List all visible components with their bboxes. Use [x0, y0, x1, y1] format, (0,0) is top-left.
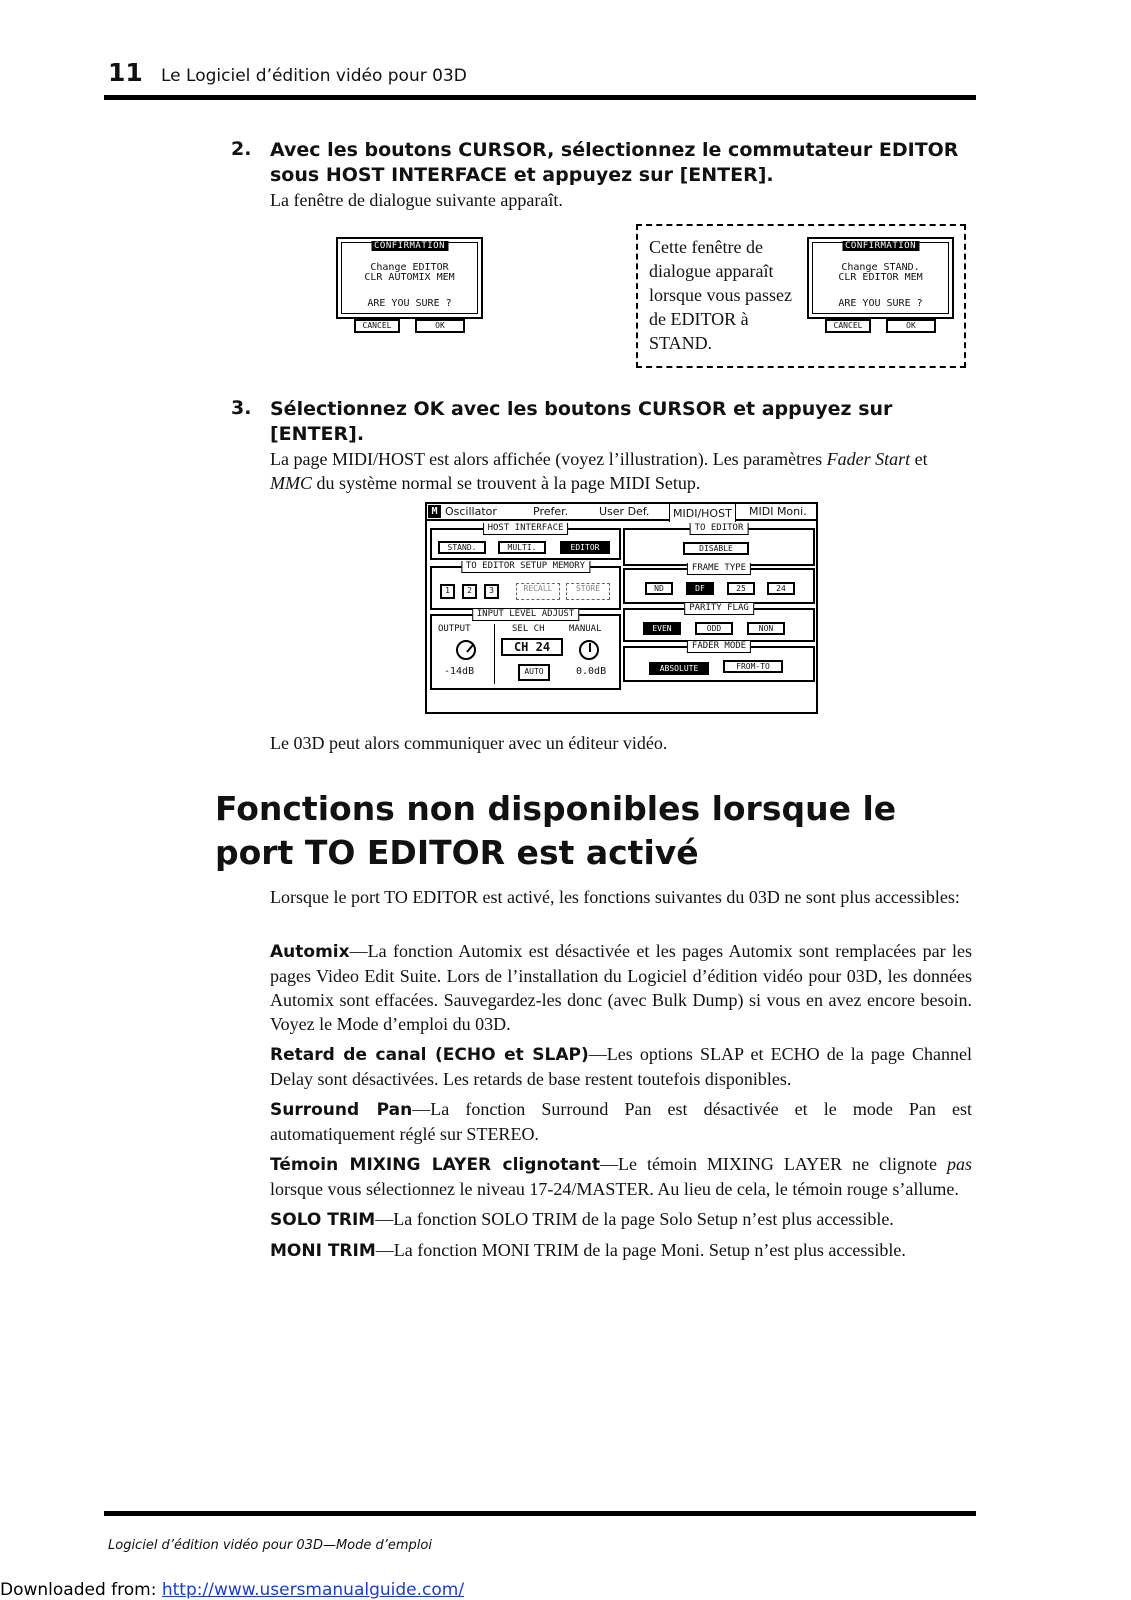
channel-select[interactable]: CH 24	[501, 638, 563, 656]
header-rule	[104, 95, 976, 100]
midi-host-screen	[425, 502, 818, 714]
confirmation-dialog-editor	[336, 237, 483, 319]
item-surround-pan: Surround Pan—La fonction Surround Pan est désactivée et le mode Pan est automatiquement réglé sur STEREO.	[270, 1099, 972, 1144]
item-mixing-layer: Témoin MIXING LAYER clignotant—Le témoin MIXING LAYER ne clignote pas lorsque vous sélectionnez le niveau 17-24/MASTER. Au lieu de cela, le témoin rouge s’allume.	[270, 1154, 973, 1199]
dialog-line: Change EDITOR	[370, 262, 449, 273]
dialog-question: ARE YOU SURE ?	[367, 298, 452, 309]
store-button[interactable]: STORE	[566, 583, 610, 600]
tab-midi-host[interactable]: MIDI/HOST	[669, 503, 736, 522]
panel-title: TO EDITOR	[690, 523, 749, 535]
intro-paragraph: Lorsque le port TO EDITOR est activé, les fonctions suivantes du 03D ne sont plus accessibles:	[270, 887, 960, 907]
parity-even-button[interactable]: EVEN	[643, 622, 681, 635]
setup-memory-panel	[430, 561, 621, 610]
download-source: Downloaded from: http://www.usersmanualguide.com/	[0, 1580, 465, 1600]
ok-button[interactable]: OK	[415, 319, 465, 333]
tab-user-def[interactable]: User Def.	[599, 505, 650, 518]
frame-25-button[interactable]: 25	[727, 582, 755, 595]
panel-title: PARITY FLAG	[684, 603, 754, 615]
parity-flag-panel	[623, 603, 815, 642]
memory-2-button[interactable]: 2	[462, 584, 477, 599]
memory-3-button[interactable]: 3	[484, 584, 499, 599]
item-automix: Automix—La fonction Automix est désactivée et les pages Automix sont remplacées par les pages Video Edit Suite. Lors de l’installation du Logiciel d’édition vidéo pour 03D, les données Automix sont effacées. Sauvegardez-les donc (avec Bulk Dump) si vous en avez encore besoin. Voyez le Mode d’emploi du 03D.	[270, 941, 972, 1034]
tab-prefer[interactable]: Prefer.	[533, 505, 569, 518]
recall-button[interactable]: RECALL	[516, 583, 560, 600]
step-number: 3.	[231, 397, 252, 419]
dialog-line: CLR EDITOR MEM	[838, 272, 923, 283]
dialog-line: CLR AUTOMIX MEM	[364, 272, 455, 283]
frame-df-button[interactable]: DF	[686, 582, 714, 595]
step-2	[231, 138, 971, 212]
section-title: Fonctions non disponibles lorsque le port TO EDITOR est activé	[215, 789, 897, 872]
disable-button[interactable]: DISABLE	[683, 542, 749, 555]
editor-button[interactable]: EDITOR	[560, 541, 610, 554]
step-body: La page MIDI/HOST est alors affichée (voyez l’illustration). Les paramètres Fader Start et MMC du système normal se trouvent à la page MIDI Setup.	[270, 449, 928, 493]
memory-1-button[interactable]: 1	[440, 584, 455, 599]
step-number: 2.	[231, 138, 252, 160]
stand-button[interactable]: STAND.	[438, 541, 486, 554]
panel-title: TO EDITOR SETUP MEMORY	[461, 561, 590, 573]
manual-value: 0.0dB	[576, 666, 607, 677]
multi-button[interactable]: MULTI.	[498, 541, 546, 554]
absolute-button[interactable]: ABSOLUTE	[649, 662, 709, 675]
panel-title: FADER MODE	[687, 641, 751, 653]
panel-title: FRAME TYPE	[687, 563, 751, 575]
confirmation-dialog-stand	[807, 237, 954, 319]
auto-button[interactable]: AUTO	[518, 664, 550, 681]
host-interface-panel	[430, 523, 621, 560]
manual-knob-icon[interactable]	[579, 640, 599, 660]
frame-24-button[interactable]: 24	[767, 582, 795, 595]
step-body: La fenêtre de dialogue suivante apparaît.	[270, 190, 563, 210]
cancel-button[interactable]: CANCEL	[354, 319, 400, 333]
page-number: 11	[108, 58, 143, 87]
panel-title: HOST INTERFACE	[483, 523, 569, 535]
tab-oscillator[interactable]: Oscillator	[445, 505, 497, 518]
parity-non-button[interactable]: NON	[747, 622, 785, 635]
sel-ch-label: SEL CH	[512, 624, 545, 634]
footer-title: Logiciel d’édition vidéo pour 03D—Mode d’emploi	[108, 1538, 432, 1553]
frame-type-panel	[623, 563, 815, 604]
output-label: OUTPUT	[438, 624, 471, 634]
dialog-line: Change STAND.	[841, 262, 920, 273]
manual-label: MANUAL	[569, 624, 602, 634]
output-knob-icon[interactable]	[456, 640, 476, 660]
mixer-logo-icon: M	[428, 505, 441, 518]
dialog-question: ARE YOU SURE ?	[838, 298, 923, 309]
parity-odd-button[interactable]: ODD	[695, 622, 733, 635]
tab-midi-moni[interactable]: MIDI Moni.	[749, 505, 807, 518]
cancel-button[interactable]: CANCEL	[825, 319, 871, 333]
callout-text: Cette fenêtre de dialogue apparaît lorsque vous passez de EDITOR à STAND.	[649, 237, 792, 353]
ok-button[interactable]: OK	[886, 319, 936, 333]
step-3	[231, 397, 971, 495]
output-value: -14dB	[444, 666, 475, 677]
tab-bar	[427, 504, 816, 521]
footer-rule	[104, 1511, 976, 1516]
item-solo-trim: SOLO TRIM—La fonction SOLO TRIM de la page Solo Setup n’est plus accessible.	[270, 1209, 894, 1230]
fader-mode-panel	[623, 641, 815, 682]
screen-caption: Le 03D peut alors communiquer avec un éditeur vidéo.	[270, 733, 668, 753]
step-heading: Sélectionnez OK avec les boutons CURSOR et appuyez sur [ENTER].	[270, 398, 893, 445]
to-editor-panel	[623, 523, 815, 566]
item-moni-trim: MONI TRIM—La fonction MONI TRIM de la page Moni. Setup n’est plus accessible.	[270, 1240, 906, 1261]
dialog-title: CONFIRMATION	[371, 241, 448, 251]
download-link[interactable]: http://www.usersmanualguide.com/	[161, 1580, 465, 1600]
dialog-title: CONFIRMATION	[842, 241, 919, 251]
input-level-panel	[430, 609, 621, 690]
item-channel-delay: Retard de canal (ECHO et SLAP)—Les options SLAP et ECHO de la page Channel Delay sont désactivées. Les retards de base restent toutefois disponibles.	[270, 1044, 972, 1089]
panel-title: INPUT LEVEL ADJUST	[472, 609, 580, 621]
step-heading: Avec les boutons CURSOR, sélectionnez le commutateur EDITOR sous HOST INTERFACE et appuyez sur [ENTER].	[270, 139, 959, 186]
running-title: Le Logiciel d’édition vidéo pour 03D	[161, 66, 467, 86]
from-to-button[interactable]: FROM-TO	[723, 660, 783, 673]
frame-nd-button[interactable]: ND	[645, 582, 673, 595]
